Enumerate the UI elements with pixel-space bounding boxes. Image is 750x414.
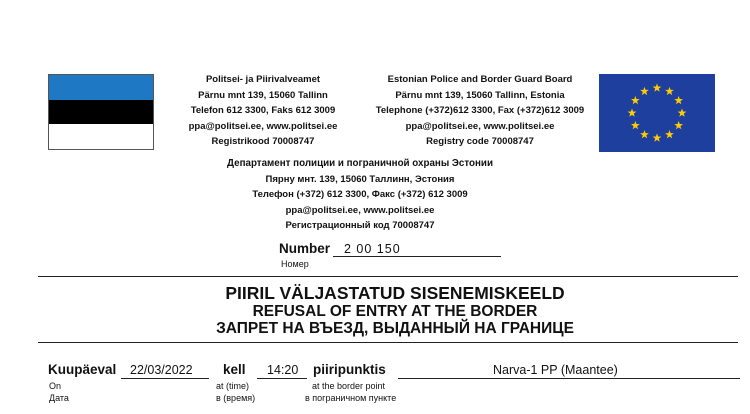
header-english — [360, 72, 600, 150]
divider — [38, 276, 738, 277]
header-line: Департамент полиции и пограничной охраны Эстонии — [227, 158, 493, 169]
eu-star-icon — [678, 108, 687, 116]
header-line: ppa@politsei.ee, www.politsei.ee — [285, 204, 435, 216]
time-label-ru: в (время) — [216, 393, 256, 403]
eu-star-icon — [628, 108, 637, 116]
number-label: Number — [279, 241, 331, 256]
number-underline — [333, 256, 501, 257]
eu-star-icon — [665, 130, 674, 138]
date-underline — [121, 378, 209, 379]
eu-flag — [599, 74, 715, 152]
header-estonian — [178, 72, 348, 150]
date-label-en: On — [49, 381, 62, 391]
header-line: Telephone (+372)612 3300, Fax (+372)612 3009 — [375, 105, 585, 117]
header-line: Регистрационный код 70008747 — [285, 220, 435, 232]
header-line: Telefon 612 3300, Faks 612 3009 — [190, 105, 336, 117]
title-russian: ЗАПРЕТ НА ВЪЕЗД, ВЫДАННЫЙ НА ГРАНИЦЕ — [216, 320, 574, 337]
title-estonian: PIIRIL VÄLJASTATUD SISENEMISKEELD — [225, 283, 565, 303]
eu-star-icon — [631, 121, 640, 129]
eu-star-icon — [640, 130, 649, 138]
header-russian — [195, 156, 525, 234]
header-line: Pärnu mnt 139, 15060 Tallinn, Estonia — [395, 89, 565, 101]
border-point-value: Narva-1 PP (Maantee) — [493, 363, 618, 377]
header-line: Телефон (+372) 612 3300, Факс (+372) 612 3009 — [252, 189, 468, 201]
eu-star-icon — [653, 133, 662, 141]
time-label-en: at (time) — [216, 381, 250, 391]
time-underline — [257, 378, 307, 379]
border-point-label: piiripunktis — [313, 362, 386, 377]
flag-band-blue — [49, 75, 153, 100]
flag-band-black — [49, 100, 153, 125]
border-point-label-en: at the border point — [312, 381, 386, 391]
header-line: Estonian Police and Border Guard Board — [387, 74, 573, 85]
eu-star-icon — [631, 96, 640, 104]
time-value: 14:20 — [267, 363, 299, 377]
eu-stars-icon — [599, 74, 715, 152]
header-line: Politsei- ja Piirivalveamet — [205, 74, 321, 85]
eu-star-icon — [653, 83, 662, 91]
estonian-flag — [48, 74, 154, 150]
header-line: Registrikood 70008747 — [211, 136, 315, 148]
header-line: ppa@politsei.ee, www.politsei.ee — [405, 120, 555, 132]
time-label: kell — [223, 362, 246, 377]
eu-star-icon — [665, 87, 674, 95]
eu-star-icon — [640, 87, 649, 95]
header-line: Registry code 70008747 — [426, 136, 534, 148]
divider — [38, 342, 738, 343]
date-label-ru: Дата — [49, 393, 69, 403]
flag-band-white — [49, 124, 153, 149]
eu-star-icon — [674, 121, 683, 129]
header-line: ppa@politsei.ee, www.politsei.ee — [188, 120, 338, 132]
header-line: Pärnu mnt 139, 15060 Tallinn — [198, 89, 328, 101]
date-value: 22/03/2022 — [130, 363, 193, 377]
number-label-ru: Номер — [281, 259, 309, 269]
header-line: Пярну мнт. 139, 15060 Таллинн, Эстония — [265, 173, 455, 185]
date-label: Kuupäeval — [48, 362, 117, 377]
border-point-label-ru: в пограничном пункте — [305, 393, 397, 403]
title-english: REFUSAL OF ENTRY AT THE BORDER — [252, 303, 538, 320]
border-point-underline — [398, 378, 740, 379]
number-value: 2 00 150 — [344, 242, 401, 256]
eu-star-icon — [674, 96, 683, 104]
